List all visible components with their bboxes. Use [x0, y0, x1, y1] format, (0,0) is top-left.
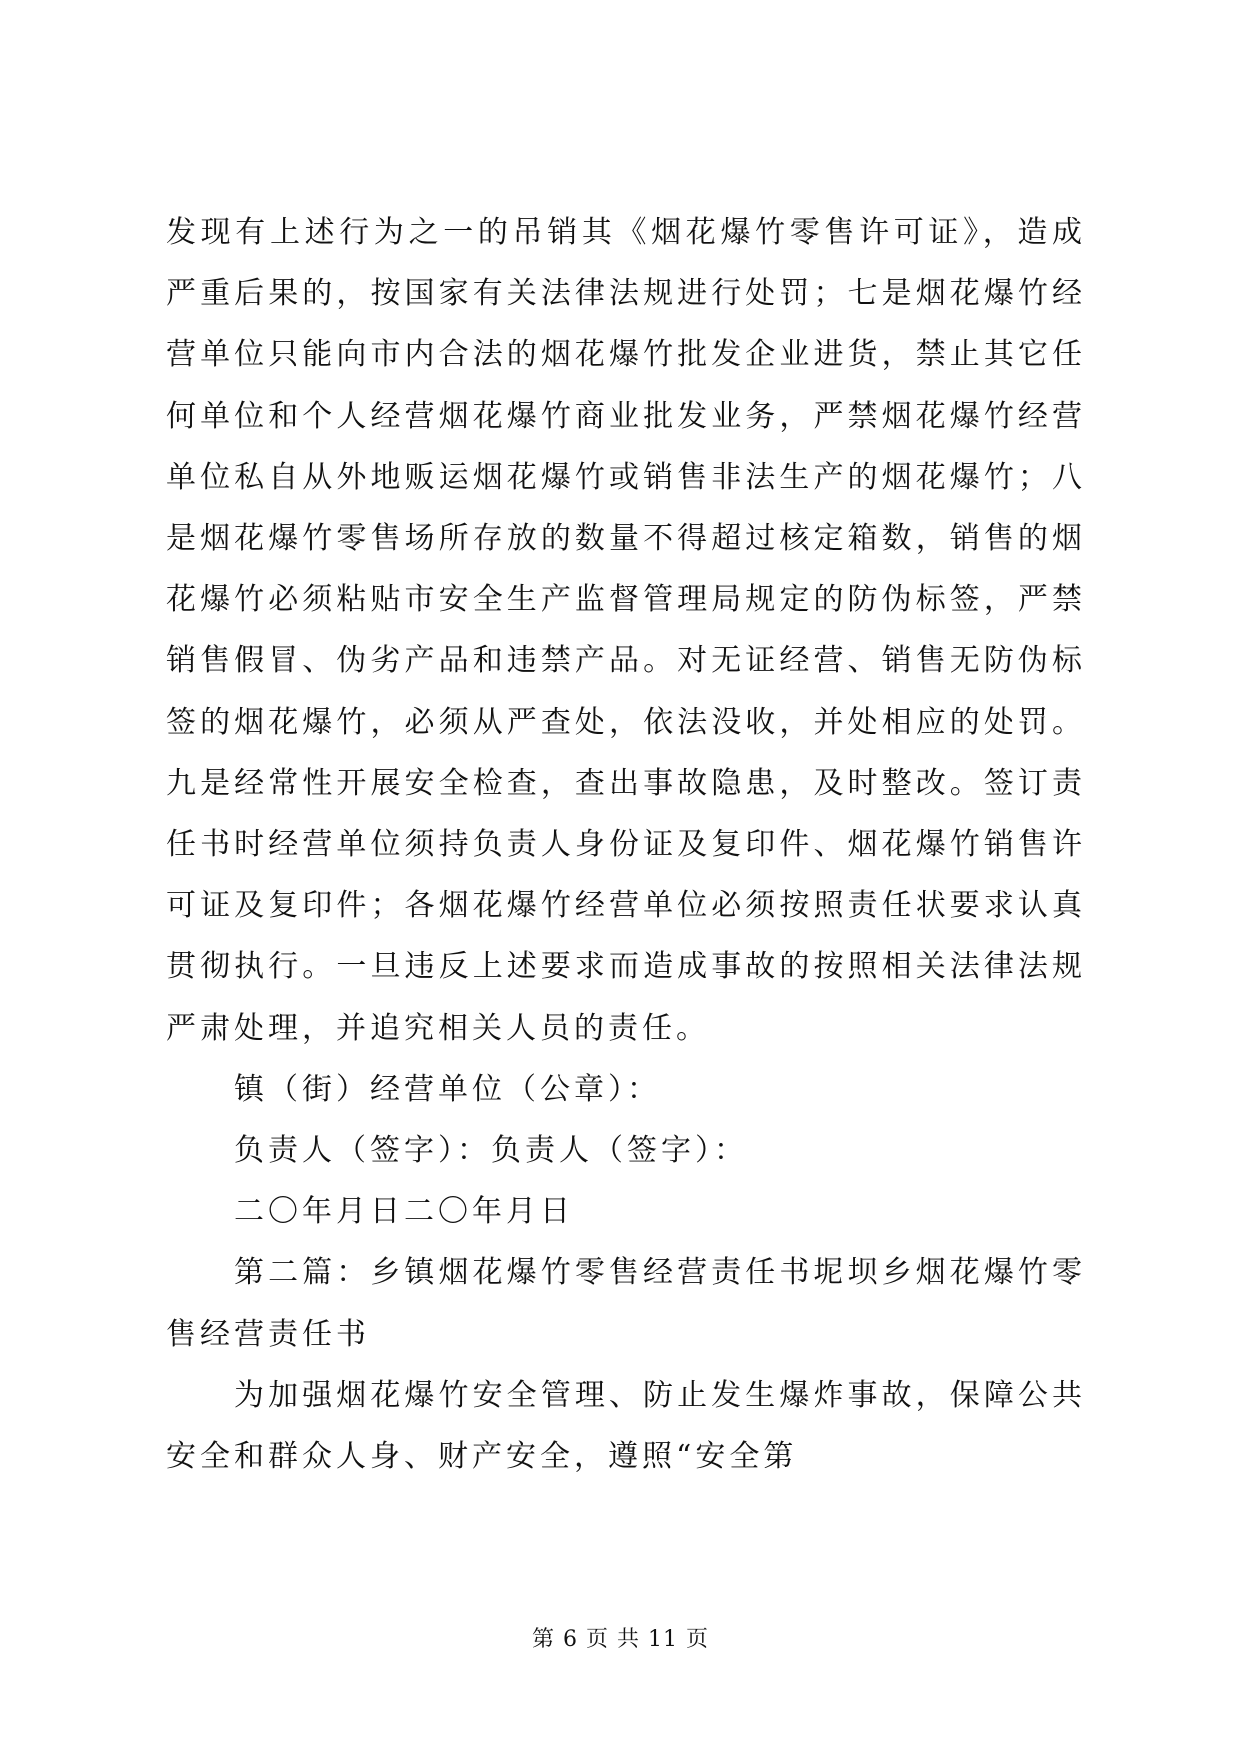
paragraph-date-line: 二〇年月日二〇年月日	[234, 1194, 574, 1230]
paragraph-section-heading: 第二篇：乡镇烟花爆竹零售经营责任书坭坝乡烟花爆竹零售经营责任书	[166, 1255, 1086, 1352]
paragraph-seal-line: 镇（街）经营单位（公章）：	[234, 1071, 661, 1107]
page-number-footer: 第 6 页 共 11 页	[532, 1627, 709, 1652]
paragraph-intro: 为加强烟花爆竹安全管理、防止发生爆炸事故，保障公共安全和群众人身、财产安全，遵照“安全第	[166, 1377, 1086, 1475]
paragraph-signature-line: 负责人（签字）：负责人（签字）：	[234, 1133, 748, 1169]
document-body	[166, 202, 1086, 1487]
paragraph-regulations: 发现有上述行为之一的吊销其《烟花爆竹零售许可证》，造成严重后果的，按国家有关法律法规进行处罚；七是烟花爆竹经营单位只能向市内合法的烟花爆竹批发企业进货，禁止其它任何单位和个人经营烟花爆竹商业批发业务，严禁烟花爆竹经营单位私自从外地贩运烟花爆竹或销售非法生产的烟花爆竹；八是烟花爆竹零售场所存放的数量不得超过核定箱数，销售的烟花爆竹必须粘贴市安全生产监督管理局规定的防伪标签，严禁销售假冒、伪劣产品和违禁产品。对无证经营、销售无防伪标签的烟花爆竹，必须从严查处，依法没收，并处相应的处罚。九是经常性开展安全检查，查出事故隐患，及时整改。签订责任书时经营单位须持负责人身份证及复印件、烟花爆竹销售许可证及复印件；各烟花爆竹经营单位必须按照责任状要求认真贯彻执行。一旦违反上述要求而造成事故的按照相关法律法规严肃处理，并追究相关人员的责任。	[166, 215, 1086, 1046]
